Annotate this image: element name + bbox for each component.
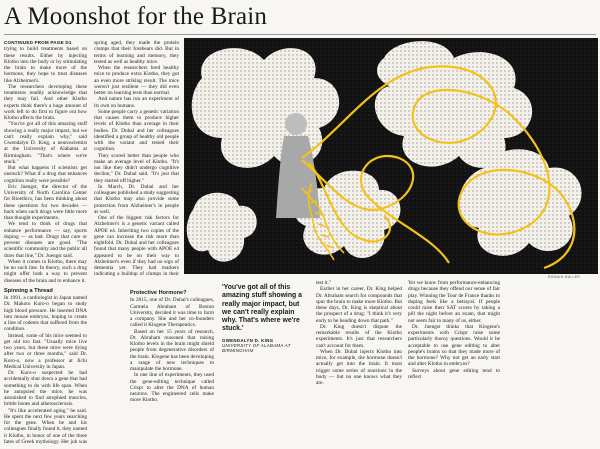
paragraph: Surveys about gene editing tend to reflect xyxy=(408,367,500,380)
paragraph: Instead, some of his mice seemed to get old too fast. "Usually mice live two years, but these mice were dying after two or three months," said Dr. Kuro-o, now a professor at Jichi Medical University in Japan. xyxy=(4,332,87,370)
paragraph: Yet we know from performance-enhancing drugs because they offend our sense of fair play. Winning the Tour de France thanks to doping feels like a betrayal. If people could raise their SAT scores by taking a pill the night before an exam, that might not seem fair to many of us, either. xyxy=(408,280,500,324)
pull-quote-affiliation: UNIVERSITY OF ALABAMA AT BIRMINGHAM xyxy=(222,342,291,353)
article-column-5 xyxy=(408,280,500,446)
subhead: Protective Hormone? xyxy=(130,290,187,296)
paragraph: Earlier in her career, Dr. King helped Dr. Abraham search for compounds that spur the brain to make more Klotho. But these days, Dr. King is skeptical about the prospect of a drug: "I think it's very early to be heading down that path." xyxy=(316,286,402,324)
pull-quote xyxy=(222,284,310,353)
paragraph: Some people carry a genetic variation that causes them to produce higher levels of Klotho than average in their bodies. Dr. Dubal and her colleagues identified a group of healthy old people with the variant and tested their cognition. xyxy=(94,108,179,153)
headline: A Moonshot for the Brain xyxy=(4,3,268,30)
paragraph: In one line of experiments, they used the gene-editing technique called Crispr to alter the DNA of human neurons. The engineered cells make more Klotho. xyxy=(130,372,214,404)
article-illustration xyxy=(184,38,598,274)
continued-line: CONTINUED FROM PAGE D1 xyxy=(4,40,72,45)
paragraph: test it." xyxy=(316,280,332,286)
pull-quote-attribution: GWENDALYN D. KING xyxy=(222,337,274,343)
paragraph: The researchers developing these treatments readily acknowledge that they may fail. And other Klotho experts think there's a huge amount of work left to do first to figure out how Klotho affects the brain. xyxy=(4,83,87,121)
article-column-2 xyxy=(94,40,179,276)
paragraph: trying to build treatments based on these results. Either by injecting Klotho into the body or by stimulating the brain to make more of the hormone, they hope to treat diseases like Alzheimer's. xyxy=(4,46,87,84)
paragraph: In 2015, one of Dr. Dubal's colleagues, Carmela Abraham of Boston University, decided it was time to form a company. She and her co-founders called it Klogene Therapeutics. xyxy=(130,297,214,329)
paragraph: When the researchers bred healthy mice to produce extra Klotho, they got an even more striking result. The mice weren't just resilient — they did even better on learning tests than normal. xyxy=(94,65,179,96)
paragraph: In 1991, a cardiologist in Japan named Dr. Makoto Kuro-o began to study high blood pressure. He inserted DNA into mouse embryos, hoping to create a line of rodents that suffered from the condition. xyxy=(4,295,87,333)
paragraph: When Dr. Dubal injects Klotho into mice, for example, the hormone doesn't actually get into the brain. It must trigger some series of reactions in the body — but no one knows what they are. xyxy=(316,348,402,386)
paragraph: We tend to think of drugs that enhance performance — say, sports doping — as bad. Drugs that cure or prevent diseases are good. "The scientific community and the public all draw that line," Dr. Juengst said. xyxy=(4,221,87,259)
headline-rule xyxy=(4,34,596,35)
paragraph: In March, Dr. Dubal and her colleagues published a study suggesting that Klotho may also provide some protection from Alzheimer's in people as well. xyxy=(94,183,179,215)
article-column-4 xyxy=(316,280,402,446)
pull-quote-text: 'You've got all of this amazing stuff showing a really major impact, but we can't really explain why. That's where we're stuck.' xyxy=(222,284,303,333)
photo-credit: ROMAIN MULLER xyxy=(548,275,581,279)
article-column-3 xyxy=(130,286,214,446)
paragraph: spring aged, they made the protein clumps that their forebears did. But in terms of learning and memory, they tested as well as healthy mice. xyxy=(94,40,179,65)
paragraph: One of the biggest risk factors for Alzheimer's is a genetic variant called APOE e4. Inheriting two copies of the gene can increase the risk more than eightfold. Dr. Dubal and her colleagues found that many people with APOE e4 appeared to be on their way to Alzheimer's even if they had no sign of dementia yet. They had markers indicating a buildup of clumps in their xyxy=(94,215,179,276)
paragraph: And nature has run an experiment of its own on humans. xyxy=(94,96,179,109)
paragraph: Dr. Kuro-o suspected he had accidentally shut down a gene that had something to do with life span. When he autopsied the mice, he was astonished to find atrophied muscles, brittle bones and atherosclerosis. xyxy=(4,370,87,408)
paragraph: They scored better than people who make an average level of Klotho. "It's not like they didn't undergo cognitive decline," Dr. Dubal said. "It's just that they started off higher." xyxy=(94,152,179,184)
brain-thread-illustration xyxy=(184,38,598,274)
paragraph: But what happens if scientists get unstuck? What if a drug that enhances cognition really were possible? xyxy=(4,165,87,184)
paragraph: When it comes to Klotho, there may be no such line. In theory, such a drug might offer both a way to prevent diseases of the brain and to enhance it. xyxy=(4,258,87,284)
paragraph: "It's like accelerated aging," he said. He spent the next few years searching for the gene. When he and his colleagues finally found it, they named it Klotho, in honor of one of the three fates of Greek mythology. Her job was xyxy=(4,407,87,445)
paragraph: Dr. Juengst thinks that Klogene's experiments with Crispr raise some particularly thorny questions. Would it be acceptable to use gene editing to alter people's brains so that they made more of the hormone? Why not get an early start and alter Klotho in embryos? xyxy=(408,323,500,368)
paragraph: "You've got all of this amazing stuff showing a really major impact, but we can't really explain why," said Gwendalyn D. King, a neuroscientist at the University of Alabama at Birmingham. "That's where we're stuck." xyxy=(4,121,87,165)
paragraph: Dr. King doesn't dispute the remarkable results of the Klotho experiments. It's just that researchers can't account for them. xyxy=(316,323,402,349)
paragraph: Eric Juengst, the director of the University of North Carolina Center for Bioethics, has been thinking about these questions for two decades — back when such drugs were little more than thought experiments. xyxy=(4,183,87,221)
paragraph: Based on her 15 years of research, Dr. Abraham reasoned that raising Klotho levels in the brain might shield people from degenerative disorders of the brain. Klogene has been developing a range of new techniques to manipulate the hormone. xyxy=(130,328,214,372)
article-column-1 xyxy=(4,40,87,445)
subhead: Spinning a Thread xyxy=(4,287,53,294)
figure-head xyxy=(285,113,307,135)
